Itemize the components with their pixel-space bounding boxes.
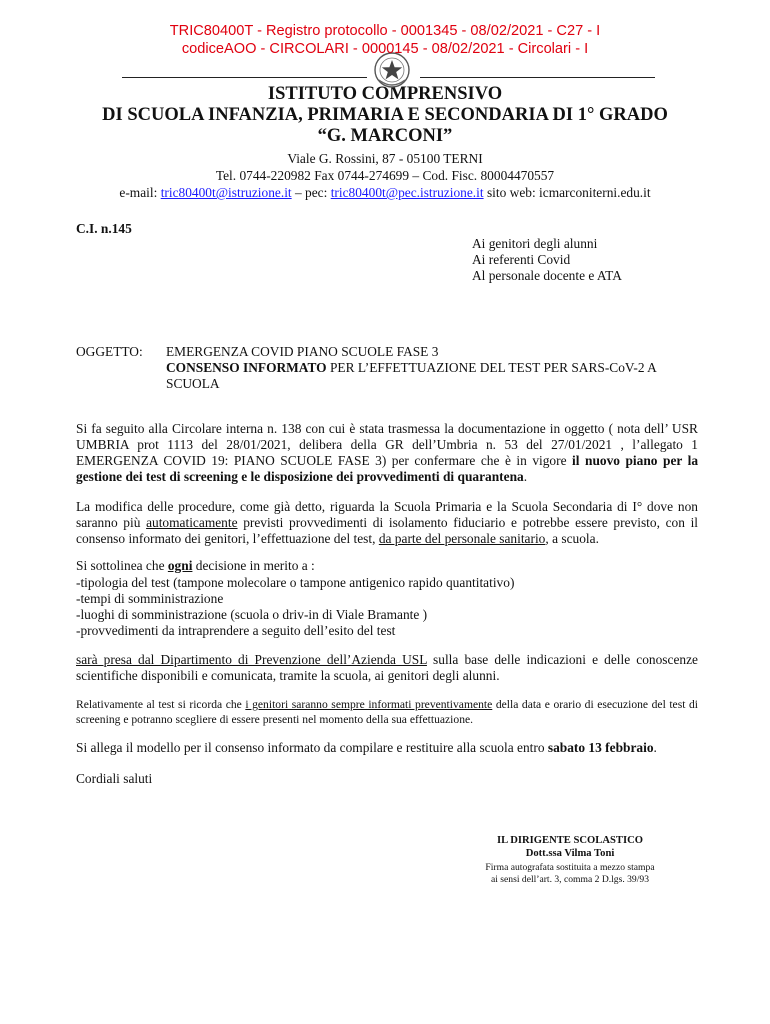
school-name-line-2: DI SCUOLA INFANZIA, PRIMARIA E SECONDARIA DI 1° GRADO bbox=[102, 105, 668, 125]
school-header bbox=[0, 84, 770, 201]
pec-label: – pec: bbox=[291, 185, 331, 200]
paragraph-5-text-b: della data e orario di esecuzione del test di screening e potranno scegliere di essere presenti nel momento della sua effettuazione. bbox=[76, 698, 698, 726]
signature-block bbox=[470, 834, 670, 886]
paragraph-4-text: sulla base delle indicazioni e delle conoscenze scientifiche disponibili e comunicata, tramite la scuola, ai genitori degli alunni. bbox=[76, 652, 698, 683]
paragraph-6-bold: sabato 13 febbraio bbox=[547, 740, 654, 755]
criteria-list bbox=[76, 575, 698, 639]
school-address: Viale G. Rossini, 87 - 05100 TERNI bbox=[287, 151, 483, 166]
signature-note-1: Firma autografata sostituita a mezzo stampa bbox=[485, 862, 655, 873]
signature-title: IL DIRIGENTE SCOLASTICO bbox=[496, 835, 643, 846]
subject-bold: CONSENSO INFORMATO bbox=[166, 360, 327, 375]
paragraph-1-text: Si fa seguito alla Circolare interna n. 138 con cui è stata trasmessa la documentazione in oggetto ( nota dell’ USR UMBRIA prot 1113 del 28/01/2021, delibera della GR dell’Umbria n. 53 del 27/01/2021 , l’allegato 1 EMERGENZA COVID 19: PIANO SCUOLE FASE 3) per confermare che è in vigore bbox=[76, 421, 698, 468]
paragraph-3 bbox=[76, 558, 698, 574]
subject-line-2 bbox=[166, 360, 706, 392]
signature-name: Dott.ssa Vilma Toni bbox=[525, 848, 615, 859]
subject-label: OGGETTO: bbox=[76, 344, 143, 359]
school-contacts bbox=[0, 184, 770, 201]
email-link[interactable]: tric80400t@istruzione.it bbox=[160, 185, 292, 200]
paragraph-3-text-a: Si sottolinea che bbox=[76, 558, 168, 573]
subject-text bbox=[166, 344, 706, 392]
paragraph-6-end: . bbox=[653, 740, 657, 755]
paragraph-2-text-b: previsti provvedimenti di isolamento fiduciario e potrebbe essere previsto, con il consenso informato dei genitori, l’effettuazione del test, bbox=[76, 515, 699, 546]
list-item: -luoghi di somministrazione (scuola o driv-in di Viale Bramante ) bbox=[76, 607, 428, 622]
list-item: -tempi di somministrazione bbox=[76, 591, 224, 606]
paragraph-4 bbox=[76, 652, 698, 684]
subject-line-1: EMERGENZA COVID PIANO SCUOLE FASE 3 bbox=[166, 344, 439, 359]
header-rule-left bbox=[122, 77, 367, 78]
paragraph-5 bbox=[76, 697, 698, 727]
recipient-item: Ai genitori degli alunni bbox=[472, 236, 598, 251]
paragraph-1-end: . bbox=[523, 469, 528, 484]
paragraph-3-bold: ogni bbox=[167, 558, 193, 573]
website-text: sito web: icmarconiterni.edu.it bbox=[483, 185, 651, 200]
list-item: -provvedimenti da intraprendere a seguito dell’esito del test bbox=[76, 623, 396, 638]
closing-greeting: Cordiali saluti bbox=[76, 771, 153, 786]
protocol-line-2: codiceAOO - CIRCOLARI - 0000145 - 08/02/2021 - Circolari - I bbox=[181, 41, 589, 57]
protocol-line-1: TRIC80400T - Registro protocollo - 0001345 - 08/02/2021 - C27 - I bbox=[169, 23, 601, 39]
school-name-line-3: “G. MARCONI” bbox=[317, 126, 453, 146]
paragraph-6 bbox=[76, 740, 698, 756]
paragraph-2-text-a: La modifica delle procedure, come già detto, riguarda la Scuola Primaria e la Scuola Secondaria di I° dove non saranno più bbox=[76, 499, 698, 530]
school-name-line-1: ISTITUTO COMPRENSIVO bbox=[267, 84, 503, 104]
header-rule-right bbox=[420, 77, 655, 78]
paragraph-5-underline: i genitori saranno sempre informati preventivamente bbox=[245, 698, 493, 711]
signature-note-2: ai sensi dell’art. 3, comma 2 D.lgs. 39/93 bbox=[490, 874, 649, 885]
protocol-stamp bbox=[0, 22, 770, 58]
paragraph-2-underline-1: automaticamente bbox=[146, 515, 238, 530]
recipient-item: Ai referenti Covid bbox=[472, 252, 571, 267]
paragraph-1 bbox=[76, 421, 698, 485]
paragraph-5-text-a: Relativamente al test si ricorda che bbox=[76, 698, 246, 711]
recipient-item: Al personale docente e ATA bbox=[472, 268, 622, 283]
paragraph-2-underline-2: da parte del personale sanitario bbox=[378, 531, 546, 546]
list-item: -tipologia del test (tampone molecolare o tampone antigenico rapido quantitativo) bbox=[76, 575, 515, 590]
paragraph-1-bold: il nuovo piano per la gestione dei test di screening e le disposizione dei provvedimenti di quarantena bbox=[76, 453, 699, 484]
recipients-block bbox=[472, 236, 622, 284]
circular-number: C.I. n.145 bbox=[76, 221, 132, 236]
paragraph-2-text-c: , a scuola. bbox=[545, 531, 599, 546]
paragraph-2 bbox=[76, 499, 698, 547]
subject-rest: PER L’EFFETTUAZIONE DEL TEST PER SARS-CoV-2 A SCUOLA bbox=[166, 360, 657, 391]
school-phone: Tel. 0744-220982 Fax 0744-274699 – Cod. Fisc. 80004470557 bbox=[215, 168, 555, 183]
paragraph-6-text: Si allega il modello per il consenso informato da compilare e restituire alla scuola entro bbox=[76, 740, 548, 755]
pec-link[interactable]: tric80400t@pec.istruzione.it bbox=[330, 185, 484, 200]
paragraph-4-underline: sarà presa dal Dipartimento di Prevenzione dell’Azienda USL bbox=[76, 652, 427, 667]
email-label: e-mail: bbox=[119, 185, 161, 200]
paragraph-3-text-b: decisione in merito a : bbox=[192, 558, 315, 573]
